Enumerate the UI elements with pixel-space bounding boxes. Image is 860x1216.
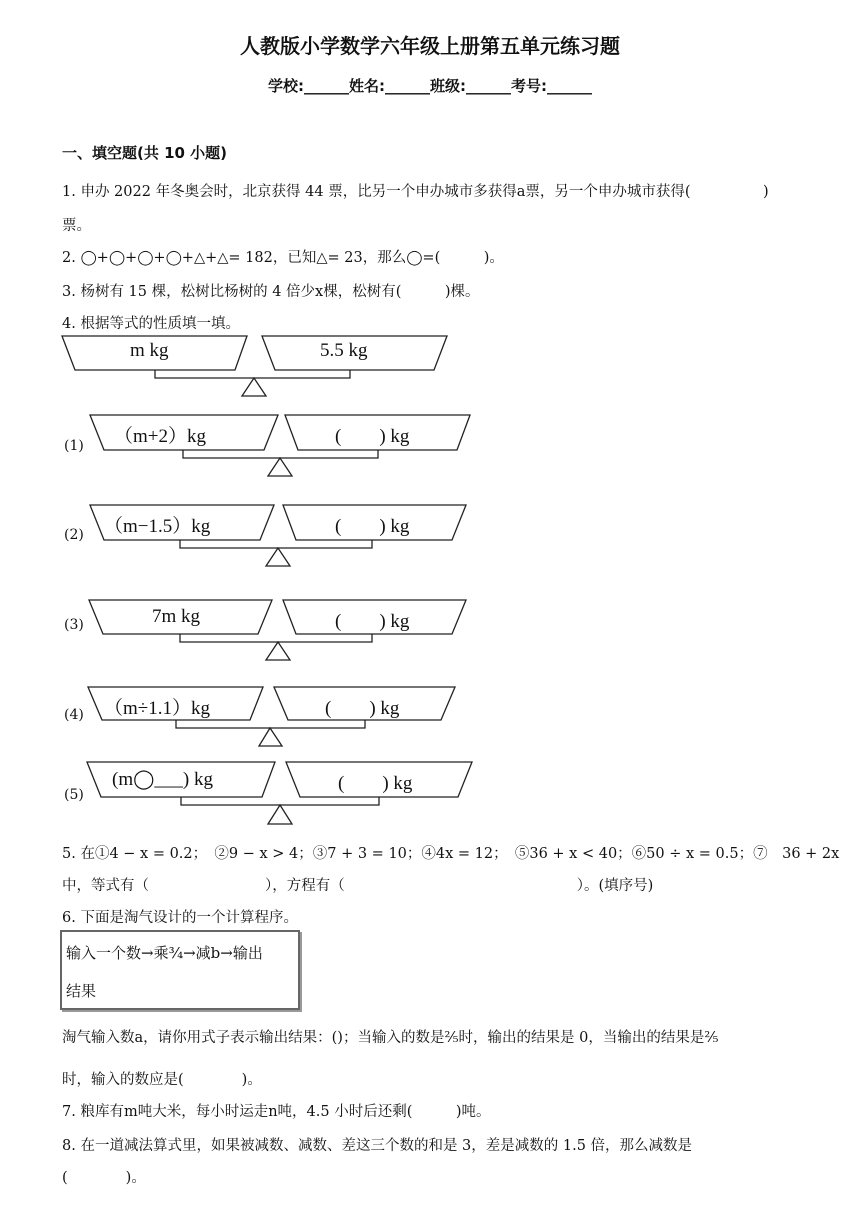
scale0-left-text: m kg xyxy=(130,340,169,361)
scale3-label: (3) xyxy=(64,617,84,633)
question-5-cont: 中，等式有（ ），方程有（ ）。(填序号) xyxy=(62,878,654,894)
page-title: 人教版小学数学六年级上册第五单元练习题 xyxy=(240,34,620,58)
scale4-right-text: ( ) kg xyxy=(325,698,400,719)
scale5-right-text: ( ) kg xyxy=(338,773,413,794)
question-1: 1. 申办 2022 年冬奥会时，北京获得 44 票，比另一个申办城市多获得a票，另一个申办城市获得( ) xyxy=(62,184,769,200)
question-8-cont: ( )。 xyxy=(62,1170,146,1186)
scale3-fulcrum xyxy=(266,642,290,660)
scale0-beam xyxy=(155,370,350,378)
question-6: 6. 下面是淘气设计的一个计算程序。 xyxy=(62,910,298,926)
section-heading: 一、填空题(共 10 小题) xyxy=(62,144,228,162)
question-2: 2. ◯+◯+◯+◯+△+△= 182，已知△= 23，那么◯=( )。 xyxy=(62,250,504,266)
question-8: 8. 在一道减法算式里，如果被减数、减数、差这三个数的和是 3，差是减数的 1.5 倍，那么减数是 xyxy=(62,1138,693,1154)
calculation-program-box xyxy=(60,930,300,1010)
student-info-line: 学校:______姓名:______班级:______考号:______ xyxy=(268,77,592,95)
scale5-left-text: (m◯___) kg xyxy=(112,769,213,790)
scale1-label: (1) xyxy=(64,438,84,454)
scale2-fulcrum xyxy=(266,548,290,566)
scale2-left-text: （m−1.5）kg xyxy=(104,516,211,537)
question-3: 3. 杨树有 15 棵，松树比杨树的 4 倍少x棵，松树有( )棵。 xyxy=(62,284,480,300)
scale3-beam xyxy=(180,634,372,642)
scale0-right-text: 5.5 kg xyxy=(320,340,368,361)
scale0-fulcrum xyxy=(242,378,266,396)
program-line-1: 输入一个数→乘¾→减b→输出 xyxy=(66,944,263,962)
scale2-beam xyxy=(180,540,372,548)
scale5-label: (5) xyxy=(64,787,84,803)
question-1-cont: 票。 xyxy=(62,218,91,234)
scale3-left-text: 7m kg xyxy=(152,606,201,627)
question-6-text: 淘气输入数a，请你用式子表示输出结果：()；当输入的数是⅖时，输出的结果是 0，当输出的结果是⅖ xyxy=(62,1030,719,1046)
scale4-label: (4) xyxy=(64,707,84,723)
scale4-beam xyxy=(176,720,365,728)
scale1-fulcrum xyxy=(268,458,292,476)
question-6-cont: 时，输入的数应是( )。 xyxy=(62,1072,262,1088)
scale1-left-text: （m+2）kg xyxy=(114,426,206,447)
question-7: 7. 粮库有m吨大米，每小时运走n吨，4.5 小时后还剩( )吨。 xyxy=(62,1104,491,1120)
scale2-label: (2) xyxy=(64,527,84,543)
question-4: 4. 根据等式的性质填一填。 xyxy=(62,316,240,332)
question-5: 5. 在①4 − x = 0.2； ②9 − x > 4；③7 + 3 = 10；④4x = 12； ⑤36 + x < 40；⑥50 ÷ x = 0.5；⑦ 36 + 2x xyxy=(62,846,840,862)
program-line-2: 结果 xyxy=(66,982,97,1000)
scale2-right-text: ( ) kg xyxy=(335,516,410,537)
scale5-fulcrum xyxy=(268,805,292,824)
scale1-beam xyxy=(183,450,378,458)
scale3-right-text: ( ) kg xyxy=(335,611,410,632)
scale4-left-text: （m÷1.1）kg xyxy=(104,698,210,719)
scale4-fulcrum xyxy=(259,728,282,746)
scale1-right-text: ( ) kg xyxy=(335,426,410,447)
